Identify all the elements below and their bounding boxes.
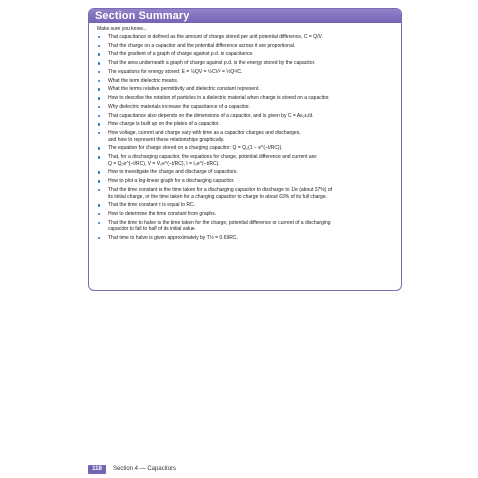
summary-item xyxy=(97,154,395,167)
summary-content xyxy=(89,23,401,242)
summary-intro: Make sure you know... xyxy=(97,26,147,32)
summary-item xyxy=(97,169,395,176)
summary-item-text: How to plot a log-linear graph for a discharging capacitor. xyxy=(108,178,235,185)
summary-item-text: That the gradient of a graph of charge against p.d. is capacitance. xyxy=(108,51,254,58)
summary-item-text: How voltage, current and charge vary with time as a capacitor charges and discharges, xyxy=(108,130,301,137)
summary-list xyxy=(97,34,395,242)
page-number: 118 xyxy=(88,465,106,474)
summary-item xyxy=(97,34,395,41)
summary-item-text: That the time constant is the time taken for a discharging capacitor to discharge to 1/e (about 37%) of xyxy=(108,186,333,193)
summary-item-text: The equations for energy stored: E = ½QV = ½CV² = ½Q²/C. xyxy=(108,68,243,75)
summary-item xyxy=(97,113,395,120)
summary-item-text: That capacitance is defined as the amount of charge stored per unit potential difference, C = Q/V. xyxy=(108,34,323,40)
summary-item xyxy=(97,130,395,143)
summary-item-text: its initial charge, or the time taken for a charging capacitor to charge to about 63% of its full charge. xyxy=(108,193,328,200)
summary-item-text: That, for a discharging capacitor, the equations for charge, potential difference and current are: xyxy=(108,154,318,161)
summary-item xyxy=(97,51,395,58)
summary-item-text: How to describe the rotation of particles in a dielectric material when charge is stored on a capacitor. xyxy=(108,95,330,102)
summary-item xyxy=(97,187,395,200)
summary-item-text: Why dielectric materials increase the capacitance of a capacitor. xyxy=(108,103,251,110)
summary-item-text: The equation for charge stored on a charging capacitor: Q = Q₀(1 − e^(−t/RC)). xyxy=(108,145,283,152)
summary-item xyxy=(97,78,395,85)
summary-item xyxy=(97,178,395,185)
summary-item-text: That the area underneath a graph of charge against p.d. is the energy stored by the capacitor. xyxy=(108,60,316,67)
summary-item-text: That the time to halve is the time taken for the charge, potential difference or current of a discharging xyxy=(108,219,331,226)
summary-item xyxy=(97,86,395,93)
summary-item xyxy=(97,220,395,233)
page-footer xyxy=(88,464,176,474)
summary-item xyxy=(97,121,395,128)
summary-item-text: That capacitance also depends on the dimensions of a capacitor, and is given by C = Aε₀εᵣ/d. xyxy=(108,112,314,119)
summary-item xyxy=(97,43,395,50)
summary-item-text: What the terms relative permittivity and dielectric constant represent. xyxy=(108,86,260,93)
section-summary-box xyxy=(88,8,402,291)
section-label: Section 4 — Capacitors xyxy=(113,466,177,472)
summary-item xyxy=(97,60,395,67)
summary-item-text: and how to represent these relationships graphically. xyxy=(108,136,225,143)
summary-item xyxy=(97,69,395,76)
summary-item-text: Q = Q₀e^(−t/RC), V = V₀e^(−t/RC), I = I₀e^(−t/RC). xyxy=(108,160,220,167)
summary-item-text: That the charge on a capacitor and the potential difference across it are proportional. xyxy=(108,42,296,49)
summary-item-text: What the term dielectric means. xyxy=(108,77,179,84)
summary-item xyxy=(97,95,395,102)
summary-item-text: That time to halve is given approximately by T½ = 0.69RC. xyxy=(108,235,238,242)
summary-item xyxy=(97,211,395,218)
summary-item-text: How charge is built up on the plates of a capacitor. xyxy=(108,121,220,128)
summary-item-text: How to determine the time constant from graphs. xyxy=(108,211,217,217)
summary-item xyxy=(97,145,395,152)
summary-item-text: capacitor to fall to half of its initial value. xyxy=(108,226,197,233)
summary-item xyxy=(97,235,395,242)
section-summary-title: Section Summary xyxy=(95,10,190,22)
summary-item xyxy=(97,104,395,111)
summary-item-text: How to investigate the charge and discharge of capacitors. xyxy=(108,169,238,176)
summary-item xyxy=(97,202,395,209)
section-summary-header xyxy=(89,9,401,23)
summary-item-text: That the time constant τ is equal to RC. xyxy=(108,202,196,209)
